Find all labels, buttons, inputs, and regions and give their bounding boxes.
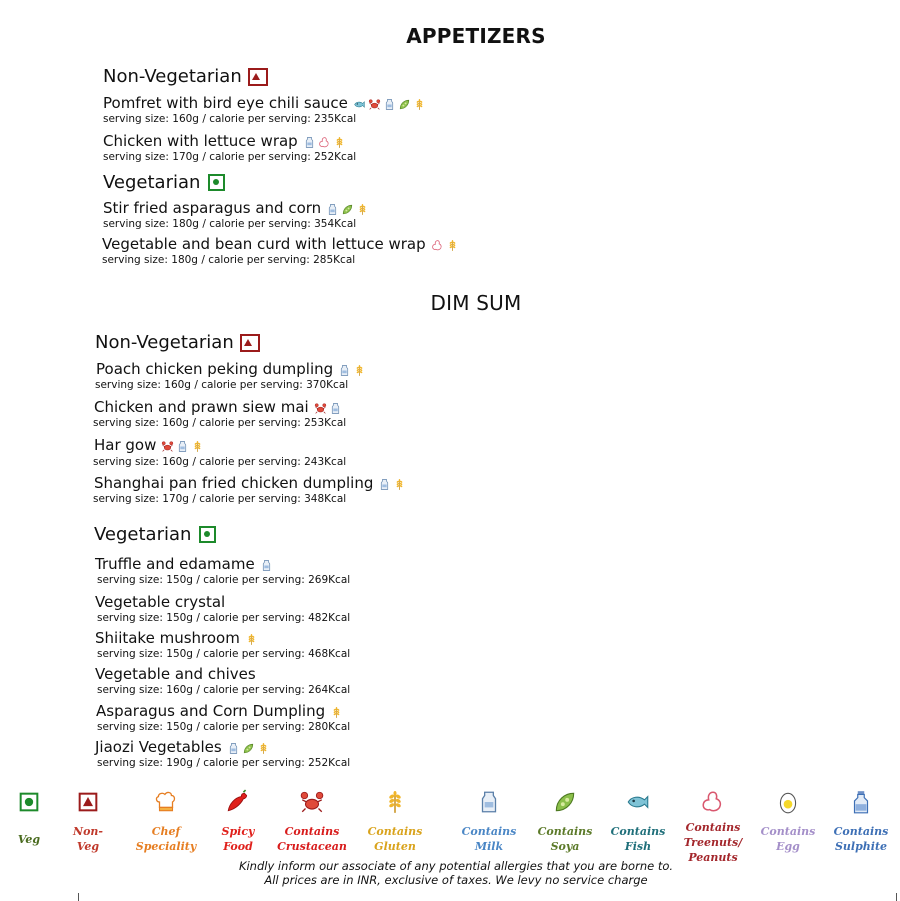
menu-item-detail: serving size: 160g / calorie per serving: 243Kcal [93,456,347,468]
nonveg-icon [240,334,260,352]
spicy-icon [225,789,251,819]
milk-icon [227,741,240,754]
menu-item-name: Poach chicken peking dumpling [96,360,366,378]
crop-mark-right [896,893,897,901]
gluten-icon [245,632,258,645]
legend-fish: Contains Fish [603,790,673,854]
crustacean-icon [368,97,381,110]
menu-item-detail: serving size: 150g / calorie per serving: 482Kcal [97,612,351,624]
legend-egg: Contains Egg [753,790,823,854]
category-label: Non-Vegetarian [95,332,234,353]
nuts-icon [318,135,331,148]
legend-milk: Contains Milk [454,790,524,854]
gluten-icon [257,741,270,754]
menu-item-name: Jiaozi Vegetables [95,738,270,756]
veg-icon [199,526,216,543]
soya-icon [341,202,354,215]
price-notice: All prices are in INR, exclusive of taxes. We levy no service charge [264,873,648,887]
legend-treenuts-peanuts: Contains Treenuts/ Peanuts [678,790,748,865]
gluten-icon [356,202,369,215]
nonveg-icon [248,68,268,86]
menu-item-name: Har gow [94,436,204,454]
milk-icon [476,789,502,819]
milk-icon [260,558,273,571]
milk-icon [378,477,391,490]
sulphite-icon [848,789,874,819]
menu-item-detail: serving size: 170g / calorie per serving: 348Kcal [93,493,347,505]
menu-item-detail: serving size: 150g / calorie per serving: 280Kcal [97,721,351,733]
menu-item-detail: serving size: 180g / calorie per serving: 285Kcal [102,254,356,266]
milk-icon [326,202,339,215]
menu-item-detail: serving size: 180g / calorie per serving: 354Kcal [103,218,357,230]
category-veg [94,524,216,545]
soya-icon [242,741,255,754]
menu-item-name: Pomfret with bird eye chili sauce [103,94,426,112]
egg-icon [775,789,801,819]
section-title-appetizers: APPETIZERS [406,24,546,48]
section-title-dim-sum: DIM SUM [430,291,522,315]
gluten-icon [393,477,406,490]
crustacean-icon [299,789,325,819]
chef-icon [153,789,179,819]
menu-item-name: Chicken with lettuce wrap [103,132,346,150]
milk-icon [303,135,316,148]
category-label: Vegetarian [94,524,192,545]
category-label: Non-Vegetarian [103,66,242,87]
menu-item-name: Truffle and edamame [95,555,273,573]
gluten-icon [382,789,408,819]
menu-item-detail: serving size: 190g / calorie per serving: 252Kcal [97,757,351,769]
menu-item-name: Stir fried asparagus and corn [103,199,369,217]
menu-item-detail: serving size: 160g / calorie per serving: 370Kcal [95,379,349,391]
legend-sulphite: Contains Sulphite [826,790,896,854]
legend-gluten: Contains Gluten [360,790,430,854]
menu-item-name: Shanghai pan fried chicken dumpling [94,474,406,492]
gluten-icon [413,97,426,110]
gluten-icon [191,439,204,452]
allergy-notice: Kindly inform our associate of any potential allergies that you are borne to. [238,859,674,873]
milk-icon [383,97,396,110]
legend-crustacean: Contains Crustacean [277,790,347,854]
fish-icon [353,97,366,110]
menu-item-detail: serving size: 170g / calorie per serving: 252Kcal [103,151,357,163]
menu-item-name: Asparagus and Corn Dumpling [96,702,343,720]
legend-veg: Veg [0,790,64,847]
menu-item-detail: serving size: 150g / calorie per serving: 468Kcal [97,648,351,660]
legend-chef-speciality: Chef Speciality [131,790,201,854]
menu-item-name: Vegetable and bean curd with lettuce wrap [102,235,459,253]
category-veg [103,172,225,193]
menu-item-detail: serving size: 160g / calorie per serving: 264Kcal [97,684,351,696]
gluten-icon [333,135,346,148]
menu-item-name: Vegetable crystal [95,593,226,611]
milk-icon [338,363,351,376]
nuts-icon [700,789,726,819]
gluten-icon [353,363,366,376]
menu-item-detail: serving size: 150g / calorie per serving: 269Kcal [97,574,351,586]
legend-nonveg: Non- Veg [53,790,123,854]
menu-item-detail: serving size: 160g / calorie per serving: 253Kcal [93,417,347,429]
crop-mark-left [78,893,79,901]
menu-item-detail: serving size: 160g / calorie per serving: 235Kcal [103,113,357,125]
menu-item-name: Chicken and prawn siew mai [94,398,342,416]
milk-icon [176,439,189,452]
category-label: Vegetarian [103,172,201,193]
legend-spicy-food: Spicy Food [203,790,273,854]
nuts-icon [431,238,444,251]
veg-icon [19,792,39,816]
gluten-icon [330,705,343,718]
milk-icon [329,401,342,414]
category-nonveg [95,332,260,353]
menu-item-name: Shiitake mushroom [95,629,258,647]
menu-item-name: Vegetable and chives [95,665,256,683]
crustacean-icon [314,401,327,414]
soya-icon [398,97,411,110]
category-nonveg [103,66,268,87]
soya-icon [552,789,578,819]
gluten-icon [446,238,459,251]
legend-soya: Contains Soya [530,790,600,854]
crustacean-icon [161,439,174,452]
nonveg-icon [78,792,98,816]
veg-icon [208,174,225,191]
fish-icon [625,789,651,819]
